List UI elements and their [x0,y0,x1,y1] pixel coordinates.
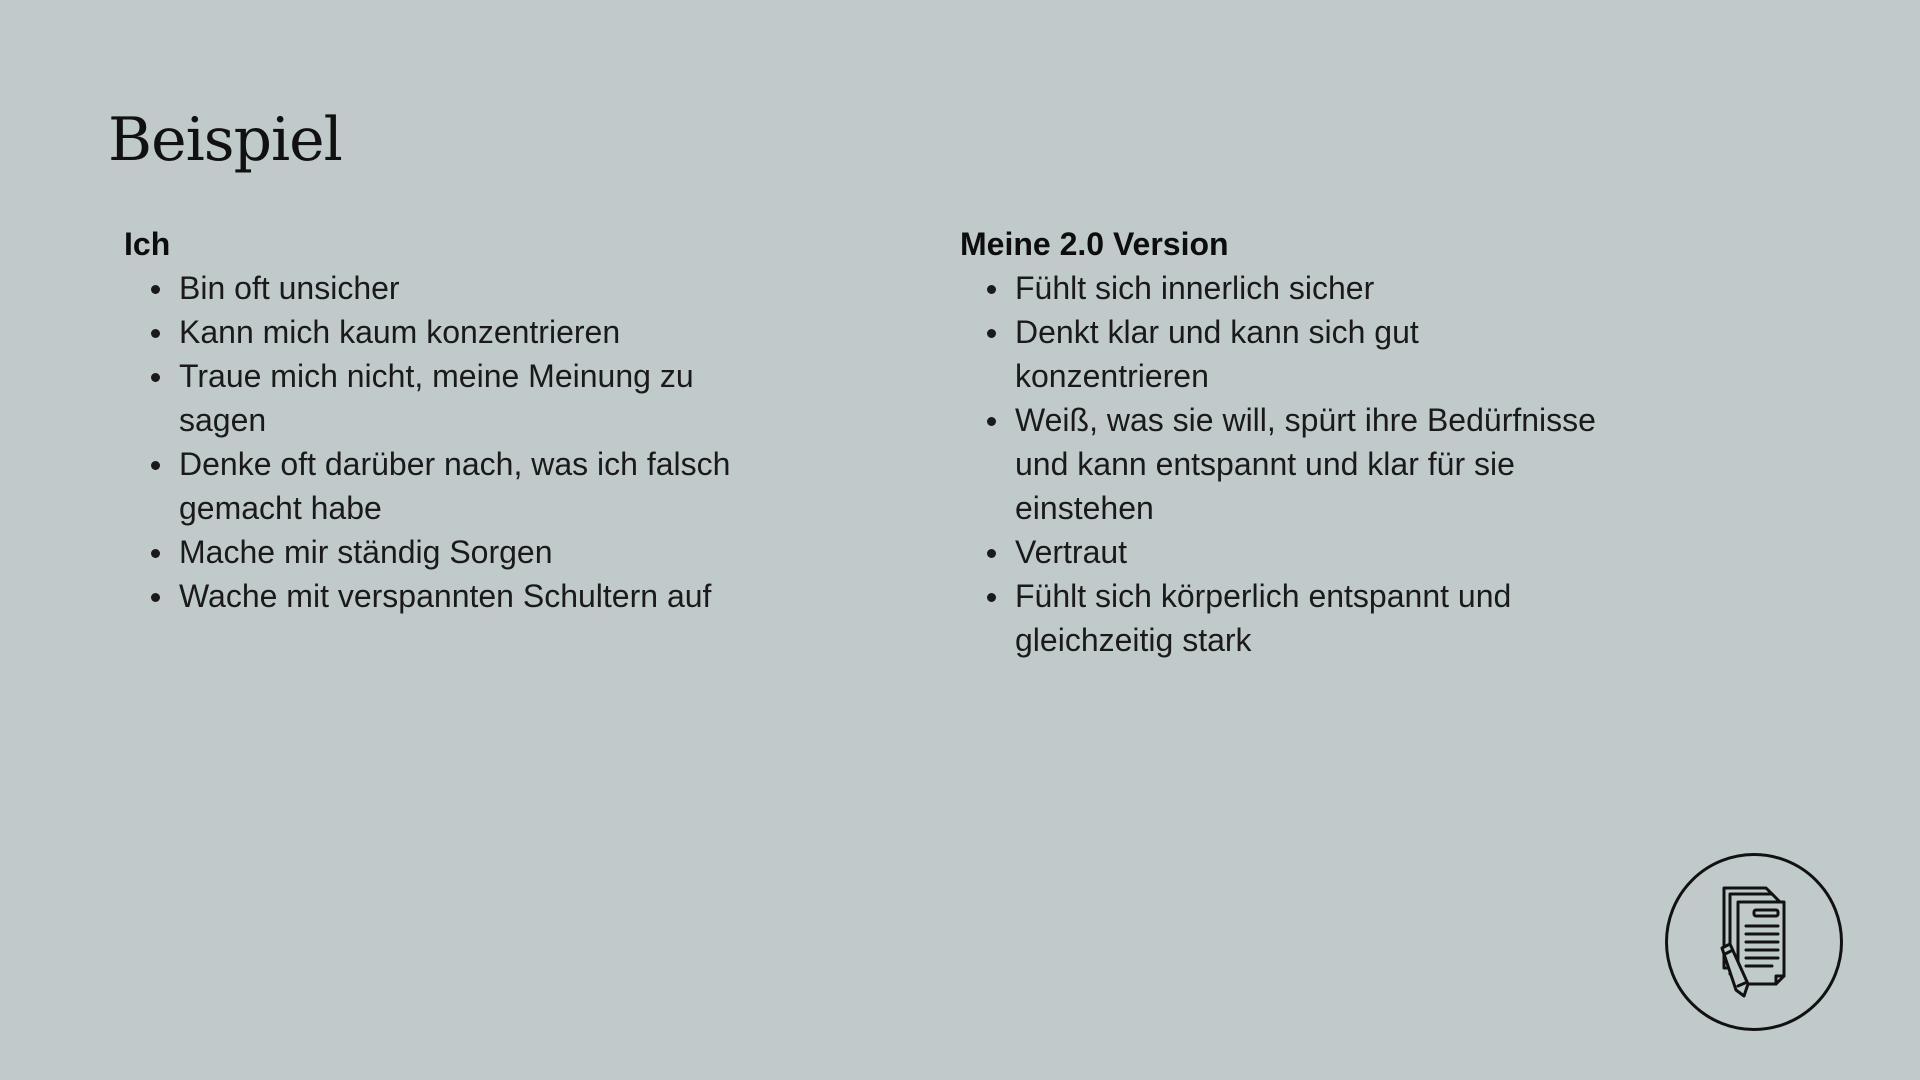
bullet-icon [987,417,996,426]
bullet-icon [987,329,996,338]
list-item [124,266,739,310]
list-item [124,354,739,442]
bullet-icon [151,461,160,470]
bullet-icon [151,373,160,382]
list-item [124,310,739,354]
list-item-text: Kann mich kaum konzentrieren [179,314,621,350]
list-item-text: Mache mir ständig Sorgen [179,534,553,570]
list-item-text: Bin oft unsicher [179,270,400,306]
list-item-text: Traue mich nicht, meine Meinung zu sagen [179,358,694,438]
list-item-text: Denkt klar und kann sich gut konzentrieren [1015,314,1419,394]
list-item-text: Vertraut [1015,534,1128,570]
bullet-icon [151,593,160,602]
list-item-text: Denke oft darüber nach, was ich falsch gemacht habe [179,446,731,526]
list-item-text: Fühlt sich körperlich entspannt und gleichzeitig stark [1015,578,1512,658]
list-item [960,530,1655,574]
bullet-icon [987,549,996,558]
list-item-text: Wache mit verspannten Schultern auf [179,578,712,614]
left-column-heading: Ich [124,226,171,262]
right-column-list [960,266,1660,662]
list-item-text: Weiß, was sie will, spürt ihre Bedürfnisse und kann entspannt und klar für sie einstehen [1015,402,1596,526]
list-item [124,442,779,530]
slide-title: Beispiel [108,105,342,175]
list-item [960,310,1535,398]
left-column-list [124,266,824,618]
bullet-icon [151,329,160,338]
bullet-icon [987,285,996,294]
documents-pencil-icon [1718,886,1798,998]
list-item [124,574,859,618]
right-column [960,222,1660,662]
list-item-text: Fühlt sich innerlich sicher [1015,270,1375,306]
list-item [124,530,859,574]
bullet-icon [151,549,160,558]
list-item [960,266,1695,310]
list-item [960,398,1655,530]
bullet-icon [987,593,996,602]
right-column-heading: Meine 2.0 Version [960,226,1229,262]
left-column [124,222,824,618]
list-item [960,574,1655,662]
documents-badge [1665,853,1843,1031]
bullet-icon [151,285,160,294]
